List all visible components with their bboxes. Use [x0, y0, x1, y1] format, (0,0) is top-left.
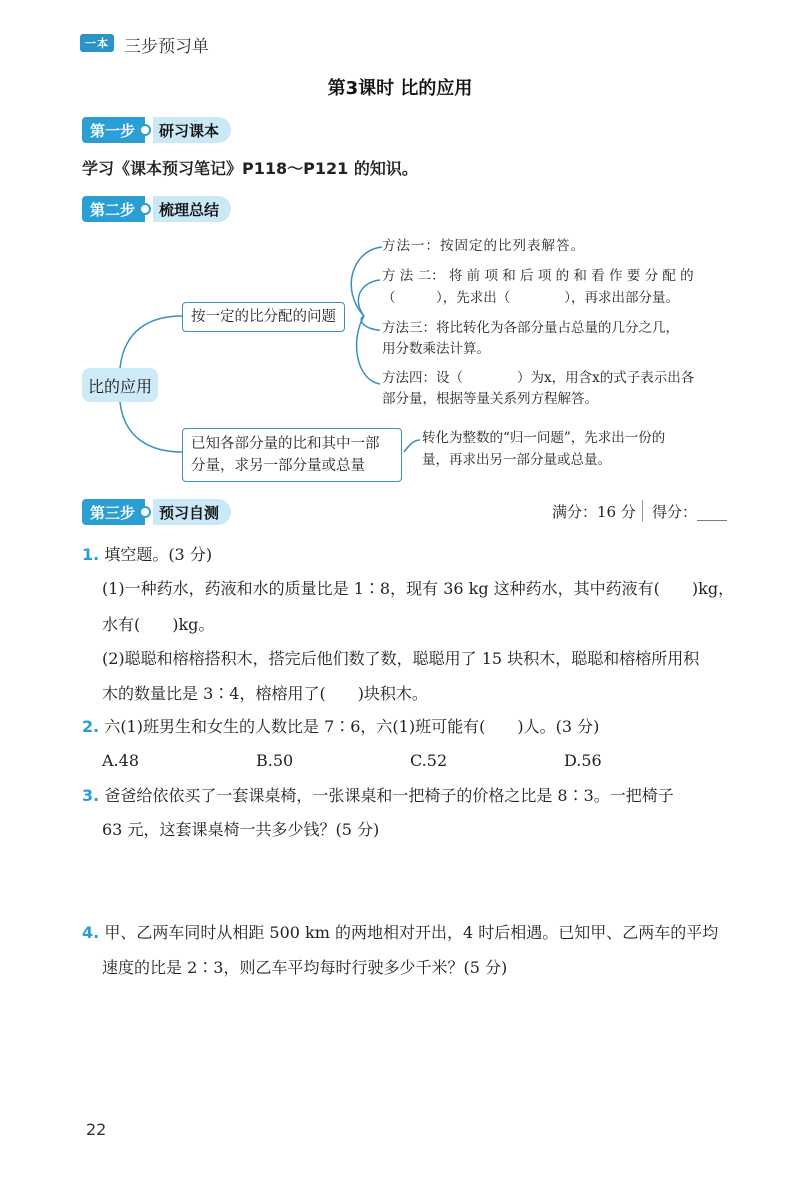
question-2-option-c[interactable]: C.52: [410, 751, 448, 770]
score-divider: [642, 500, 643, 522]
full-score: 满分：16 分: [552, 503, 636, 521]
page-number: 22: [86, 1120, 107, 1139]
question-3-line2: 63 元，这套课桌椅一共多少钱？(5 分): [102, 820, 380, 839]
method4-line2: 部分量，根据等量关系列方程解答。: [382, 391, 598, 407]
question-1-title: [82, 544, 212, 566]
question-4-answer-area[interactable]: [102, 990, 722, 1100]
question-1-1-line1: (1)一种药水，药液和水的质量比是 1∶8，现有 36 kg 这种药水，其中药液有( )kg，: [102, 579, 735, 598]
connector-branch2-note: [404, 440, 420, 452]
question-1-2-line2: 木的数量比是 3∶4，榕榕用了( )块积木。: [102, 684, 428, 703]
branch2-note-line2: 量，再求出另一部分量或总量。: [422, 452, 611, 468]
connector-method3: [361, 316, 380, 330]
step1-title: 研习课本: [153, 117, 231, 143]
question-2-text: 六(1)班男生和女生的人数比是 7∶6，六(1)班可能有( )人。(3 分): [104, 717, 600, 736]
method2-line1: 方 法 二： 将 前 项 和 后 项 的 和 看 作 要 分 配 的: [382, 268, 694, 284]
step1-text: 学习《课本预习笔记》P118～P121 的知识。: [82, 159, 418, 178]
question-3-number: 3.: [82, 786, 100, 805]
question-2-option-a[interactable]: A.48: [102, 751, 139, 770]
branch2-line1: 已知各部分量的比和其中一部: [191, 436, 380, 452]
connector-method4: [357, 316, 380, 384]
question-1-text: 填空题。(3 分): [104, 545, 213, 564]
question-3-line1-wrap: [82, 785, 674, 807]
step2-title: 梳理总结: [153, 196, 231, 222]
score-field[interactable]: 得分：____: [652, 503, 728, 521]
step3-title: 预习自测: [153, 499, 231, 525]
method3-line1: 方法三：将比转化为各部分量占总量的几分之几，: [382, 320, 679, 336]
question-2-number: 2.: [82, 717, 100, 736]
method1-text: 方法一：按固定的比列表解答。: [382, 238, 585, 254]
branch2-note-line1: 转化为整数的“归一问题”，先求出一份的: [422, 430, 666, 446]
mindmap-branch-known-part: [182, 428, 402, 482]
question-4-number: 4.: [82, 923, 100, 942]
brand-logo: 一本: [80, 34, 114, 52]
question-1-1-line2: 水有( )kg。: [102, 615, 215, 634]
question-2-option-d[interactable]: D.56: [564, 751, 602, 770]
question-1-2-line1: (2)聪聪和榕榕搭积木，搭完后他们数了数，聪聪用了 15 块积木，聪聪和榕榕所用积: [102, 649, 700, 668]
connector-method2: [358, 280, 380, 316]
question-4-line1: 甲、乙两车同时从相距 500 km 的两地相对开出，4 时后相遇。已知甲、乙两车的平均: [104, 923, 719, 942]
mindmap-root: 比的应用: [82, 368, 158, 402]
step2-dot-icon: [139, 203, 151, 215]
lesson-title: 第3课时 比的应用: [327, 78, 473, 99]
mindmap-branch-ratio-distribution: 按一定的比分配的问题: [182, 302, 345, 332]
step1-dot-icon: [139, 124, 151, 136]
method2-line2: （ ），先求出（ ），再求出部分量。: [382, 290, 679, 306]
question-2-option-b[interactable]: B.50: [256, 751, 294, 770]
question-2: [82, 716, 599, 738]
question-1-number: 1.: [82, 545, 100, 564]
connector-method1: [351, 247, 382, 316]
method4-line1: 方法四：设（ ）为x，用含x的式子表示出各: [382, 370, 695, 386]
connector-root-branch1: [120, 316, 182, 368]
question-3-line1: 爸爸给依依买了一套课桌椅，一张课桌和一把椅子的价格之比是 8∶3。一把椅子: [104, 786, 674, 805]
connector-root-branch2: [120, 402, 182, 452]
step3-label: [82, 499, 231, 525]
method3-line2: 用分数乘法计算。: [382, 341, 490, 357]
step2-num: 第二步: [82, 196, 145, 222]
header-title: 三步预习单: [124, 37, 209, 57]
step3-dot-icon: [139, 506, 151, 518]
question-4-line1-wrap: [82, 922, 718, 944]
step1-num: 第一步: [82, 117, 145, 143]
question-3-answer-area[interactable]: [102, 848, 722, 908]
question-4-line2: 速度的比是 2∶3，则乙车平均每时行驶多少千米？(5 分): [102, 958, 508, 977]
branch2-line2: 分量，求另一部分量或总量: [191, 458, 365, 474]
step3-num: 第三步: [82, 499, 145, 525]
